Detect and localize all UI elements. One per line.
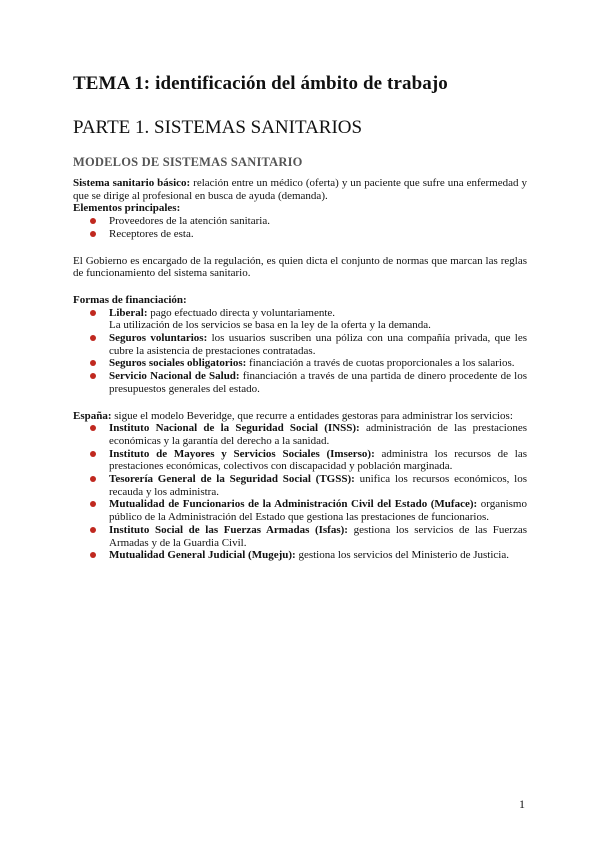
- basic-system-label: Sistema sanitario básico:: [73, 177, 191, 189]
- list-item: [73, 307, 527, 332]
- government-paragraph: El Gobierno es encargado de la regulación, es quien dicta el conjunto de normas que marcan las reglas de funcionamiento del sistema sanitario.: [73, 254, 527, 280]
- section-heading: MODELOS DE SISTEMAS SANITARIO: [73, 155, 303, 169]
- document-body: [73, 177, 527, 562]
- bullet-icon: [90, 476, 96, 482]
- list-item-text: los usuarios suscriben una póliza con una compañía privada, que les cubre la asistencia de prestaciones contratadas.: [109, 332, 527, 357]
- bullet-icon: [90, 451, 96, 457]
- list-item-text: administración de las prestaciones económicas y la garantía del derecho a la sanidad.: [109, 422, 527, 447]
- list-item-label: Servicio Nacional de Salud:: [109, 370, 240, 383]
- list-item-text: Proveedores de la atención sanitaria.: [109, 215, 270, 228]
- list-item: [73, 357, 527, 370]
- list-item-extra: La utilización de los servicios se basa en la ley de la oferta y la demanda.: [109, 319, 431, 332]
- list-item-text: financiación a través de una partida de dinero procedente de los presupuestos generales del estado.: [109, 370, 527, 395]
- part-heading: PARTE 1. SISTEMAS SANITARIOS: [73, 117, 363, 138]
- bullet-icon: [90, 231, 96, 237]
- bullet-icon: [90, 501, 96, 507]
- list-item: [73, 473, 527, 498]
- list-item-label: Instituto Social de las Fuerzas Armadas (Isfas):: [109, 523, 348, 536]
- bullet-icon: [90, 218, 96, 224]
- list-item: [73, 215, 527, 228]
- list-item-text: organismo público de la Administración del Estado que gestiona las prestaciones de funcionarios.: [109, 498, 527, 524]
- list-item-label: Mutualidad General Judicial (Mugeju):: [109, 549, 296, 562]
- list-item-label: Mutualidad de Funcionarios de la Administración Civil del Estado (Muface):: [109, 498, 478, 511]
- financing-label: Formas de financiación:: [73, 293, 187, 306]
- basic-system-text: relación entre un médico (oferta) y un paciente que sufre una enfermedad y que se dirige al profesional en busca de ayuda (demanda).: [73, 177, 527, 202]
- list-item-label: Seguros sociales obligatorios:: [109, 357, 247, 370]
- list-item: [73, 549, 527, 562]
- bullet-icon: [90, 310, 96, 316]
- list-item: [73, 228, 527, 241]
- bullet-icon: [90, 425, 96, 431]
- bullet-icon: [90, 552, 96, 558]
- list-item-text: financiación a través de cuotas proporcionales a los salarios.: [246, 357, 515, 370]
- bullet-icon: [90, 335, 96, 341]
- bullet-icon: [90, 527, 96, 533]
- financing-list: [73, 307, 527, 396]
- list-item-text: gestiona los servicios de las Fuerzas Armadas y de la Guardia Civil.: [109, 523, 528, 549]
- page-number: 1: [519, 797, 525, 811]
- list-item: [73, 332, 527, 357]
- list-item: [73, 422, 527, 447]
- list-item-text: administra los recursos de las prestaciones económicas, colectivos con discapacidad y población marginada.: [109, 447, 528, 473]
- list-item-text: Receptores de esta.: [109, 227, 194, 240]
- spain-text: sigue el modelo Beveridge, que recurre a entidades gestoras para administrar los servicios:: [111, 409, 513, 422]
- elements-label: Elementos principales:: [73, 202, 181, 215]
- list-item-text: pago efectuado directa y voluntariamente.: [147, 306, 336, 319]
- list-item: [73, 498, 527, 523]
- list-item-label: Liberal:: [109, 306, 148, 319]
- list-item-text: gestiona los servicios del Ministerio de Justicia.: [295, 549, 509, 562]
- list-item: [73, 448, 527, 473]
- list-item-label: Instituto de Mayores y Servicios Sociales (Imserso):: [109, 447, 375, 460]
- spain-entities-list: [73, 422, 527, 562]
- bullet-icon: [90, 360, 96, 366]
- list-item-label: Seguros voluntarios:: [109, 332, 208, 345]
- list-item: [73, 370, 527, 395]
- list-item-label: Instituto Nacional de la Seguridad Social (INSS):: [109, 422, 360, 435]
- basic-system-paragraph: [73, 177, 527, 202]
- financing-label-line: [73, 294, 527, 307]
- spain-label: España:: [73, 409, 112, 422]
- elements-label-line: [73, 202, 527, 215]
- bullet-icon: [90, 373, 96, 379]
- list-item: [73, 524, 527, 549]
- list-item-text: unifica los recursos económicos, los recauda y los administra.: [109, 473, 528, 498]
- list-item-label: Tesorería General de la Seguridad Social (TGSS):: [109, 473, 355, 486]
- topic-heading: TEMA 1: identificación del ámbito de trabajo: [73, 73, 448, 94]
- elements-list: [73, 215, 527, 240]
- spain-paragraph: [73, 410, 527, 423]
